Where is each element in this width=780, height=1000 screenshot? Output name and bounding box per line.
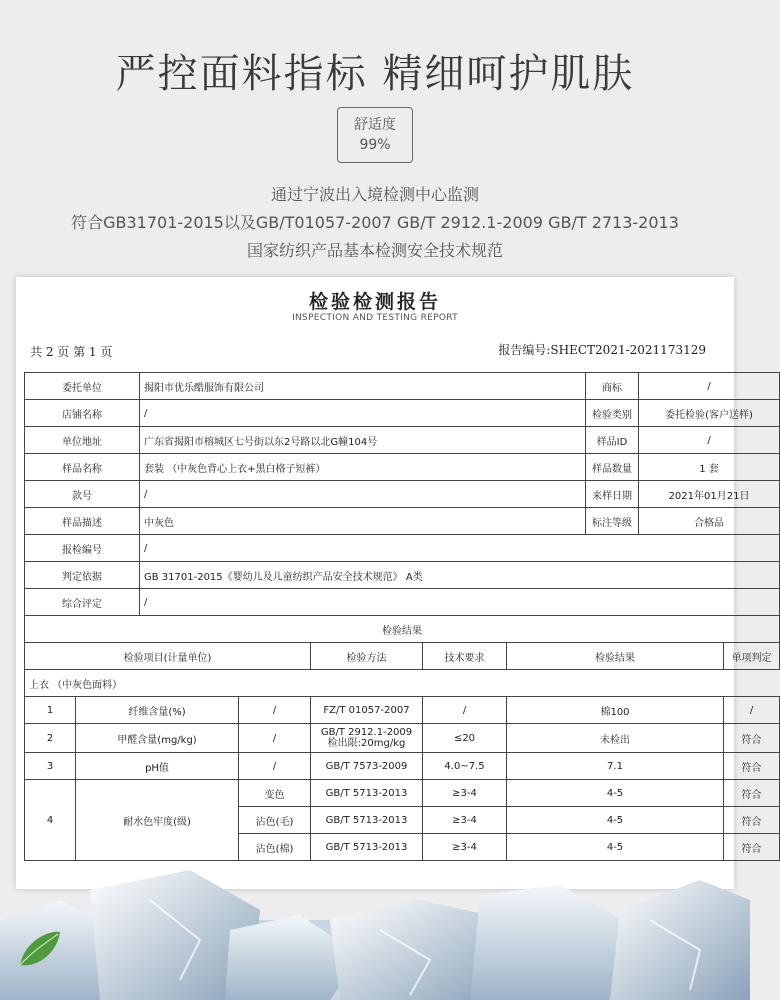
- row-judgement: /: [724, 697, 780, 724]
- row-sub: /: [239, 697, 311, 724]
- column-header: 检验方法: [311, 643, 423, 670]
- row-requirement: 4.0~7.5: [423, 753, 507, 780]
- table-row: [25, 697, 780, 724]
- results-title: 检验结果: [25, 616, 780, 643]
- info-value: 揭阳市优乐酷服饰有限公司: [140, 373, 586, 400]
- info-label: 检验类别: [586, 400, 639, 427]
- page-headline: 严控面料指标 精细呵护肌肤: [115, 51, 635, 97]
- table-row: [25, 780, 780, 807]
- table-row: [25, 753, 780, 780]
- row-requirement: ≤20: [423, 724, 507, 753]
- info-value: /: [639, 373, 780, 400]
- info-label: 样品名称: [25, 454, 140, 481]
- info-value: 合格品: [639, 508, 780, 535]
- info-label: 商标: [586, 373, 639, 400]
- row-item: 耐水色牢度(级): [76, 780, 239, 861]
- row-requirement: ≥3-4: [423, 807, 507, 834]
- column-header: 检验项目(计量单位): [25, 643, 311, 670]
- table-row: [25, 724, 780, 753]
- table-row: [25, 400, 780, 427]
- row-judgement: 符合: [724, 780, 780, 807]
- info-value: /: [140, 535, 780, 562]
- row-item: 甲醛含量(mg/kg): [76, 724, 239, 753]
- row-item: 纤维含量(%): [76, 697, 239, 724]
- row-method: [311, 724, 423, 753]
- method-detection-limit: 检出限:20mg/kg: [327, 738, 406, 749]
- row-number: 1: [25, 697, 76, 724]
- info-label: 样品ID: [586, 427, 639, 454]
- row-result: 棉100: [507, 697, 724, 724]
- column-header: 单项判定: [724, 643, 780, 670]
- report-table: [24, 372, 780, 861]
- info-value: /: [140, 481, 586, 508]
- row-requirement: /: [423, 697, 507, 724]
- table-row: [25, 562, 780, 589]
- row-number: 2: [25, 724, 76, 753]
- row-sub: /: [239, 753, 311, 780]
- info-label: 单位地址: [25, 427, 140, 454]
- row-method: FZ/T 01057-2007: [311, 697, 423, 724]
- row-sub: 变色: [239, 780, 311, 807]
- info-label: 来样日期: [586, 481, 639, 508]
- table-row: [25, 535, 780, 562]
- table-row: [25, 616, 780, 643]
- table-row: [25, 481, 780, 508]
- safety-spec-line: 国家纺织产品基本检测安全技术规范: [246, 241, 503, 260]
- table-row: [25, 589, 780, 616]
- row-result: 未检出: [507, 724, 724, 753]
- row-requirement: ≥3-4: [423, 834, 507, 861]
- row-result: 4-5: [507, 807, 724, 834]
- row-method: GB/T 5713-2013: [311, 834, 423, 861]
- info-value: GB 31701-2015《婴幼儿及儿童纺织产品安全技术规范》 A类: [140, 562, 780, 589]
- column-header: 技术要求: [423, 643, 507, 670]
- row-judgement: 符合: [724, 834, 780, 861]
- table-row: [25, 373, 780, 400]
- row-requirement: ≥3-4: [423, 780, 507, 807]
- row-method: GB/T 5713-2013: [311, 807, 423, 834]
- info-label: 委托单位: [25, 373, 140, 400]
- info-label: 样品数量: [586, 454, 639, 481]
- info-value: /: [639, 427, 780, 454]
- row-judgement: 符合: [724, 807, 780, 834]
- report-subtitle: INSPECTION AND TESTING REPORT: [292, 313, 458, 323]
- test-report: [16, 277, 772, 889]
- info-label: 判定依据: [25, 562, 140, 589]
- info-value: 广东省揭阳市榕城区七号街以东2号路以北G幢104号: [140, 427, 586, 454]
- comfort-badge-label: 舒适度: [354, 117, 396, 133]
- certification-line: 通过宁波出入境检测中心监测: [270, 185, 479, 204]
- report-pages: 共 2 页 第 1 页: [30, 345, 113, 359]
- table-row: [25, 454, 780, 481]
- row-sub: 沾色(棉): [239, 834, 311, 861]
- info-value: 委托检验(客户送样): [639, 400, 780, 427]
- row-result: 7.1: [507, 753, 724, 780]
- ice-cubes-illustration: [0, 860, 750, 1000]
- standards-line: 符合GB31701-2015以及GB/T01057-2007 GB/T 2912.1-2009 GB/T 2713-2013: [71, 213, 679, 232]
- row-number: 3: [25, 753, 76, 780]
- info-label: 综合评定: [25, 589, 140, 616]
- report-title: 检验检测报告: [308, 291, 441, 313]
- row-sub: 沾色(毛): [239, 807, 311, 834]
- row-sub: /: [239, 724, 311, 753]
- row-result: 4-5: [507, 834, 724, 861]
- comfort-badge-value: 99%: [359, 137, 391, 153]
- info-label: 款号: [25, 481, 140, 508]
- row-judgement: 符合: [724, 724, 780, 753]
- row-number: 4: [25, 780, 76, 861]
- info-value: 1 套: [639, 454, 780, 481]
- ice-cubes-decoration: [0, 860, 750, 1000]
- row-item: pH值: [76, 753, 239, 780]
- info-label: 报检编号: [25, 535, 140, 562]
- row-result: 4-5: [507, 780, 724, 807]
- table-header-row: [25, 643, 780, 670]
- info-label: 店铺名称: [25, 400, 140, 427]
- section-label: 上衣 （中灰色面料）: [25, 670, 780, 697]
- info-value: 套装 （中灰色背心上衣+黑白格子短裤）: [140, 454, 586, 481]
- column-header: 检验结果: [507, 643, 724, 670]
- row-method: GB/T 7573-2009: [311, 753, 423, 780]
- info-value: 中灰色: [140, 508, 586, 535]
- report-number: 报告编号:SHECT2021-2021173129: [498, 343, 706, 357]
- table-row: [25, 508, 780, 535]
- table-row: [25, 427, 780, 454]
- info-value: /: [140, 400, 586, 427]
- info-label: 标注等级: [586, 508, 639, 535]
- table-row: [25, 670, 780, 697]
- row-judgement: 符合: [724, 753, 780, 780]
- info-value: 2021年01月21日: [639, 481, 780, 508]
- row-method: GB/T 5713-2013: [311, 780, 423, 807]
- comfort-badge: [337, 107, 413, 163]
- info-label: 样品描述: [25, 508, 140, 535]
- method-standard: GB/T 2912.1-2009: [320, 727, 413, 738]
- info-value: /: [140, 589, 780, 616]
